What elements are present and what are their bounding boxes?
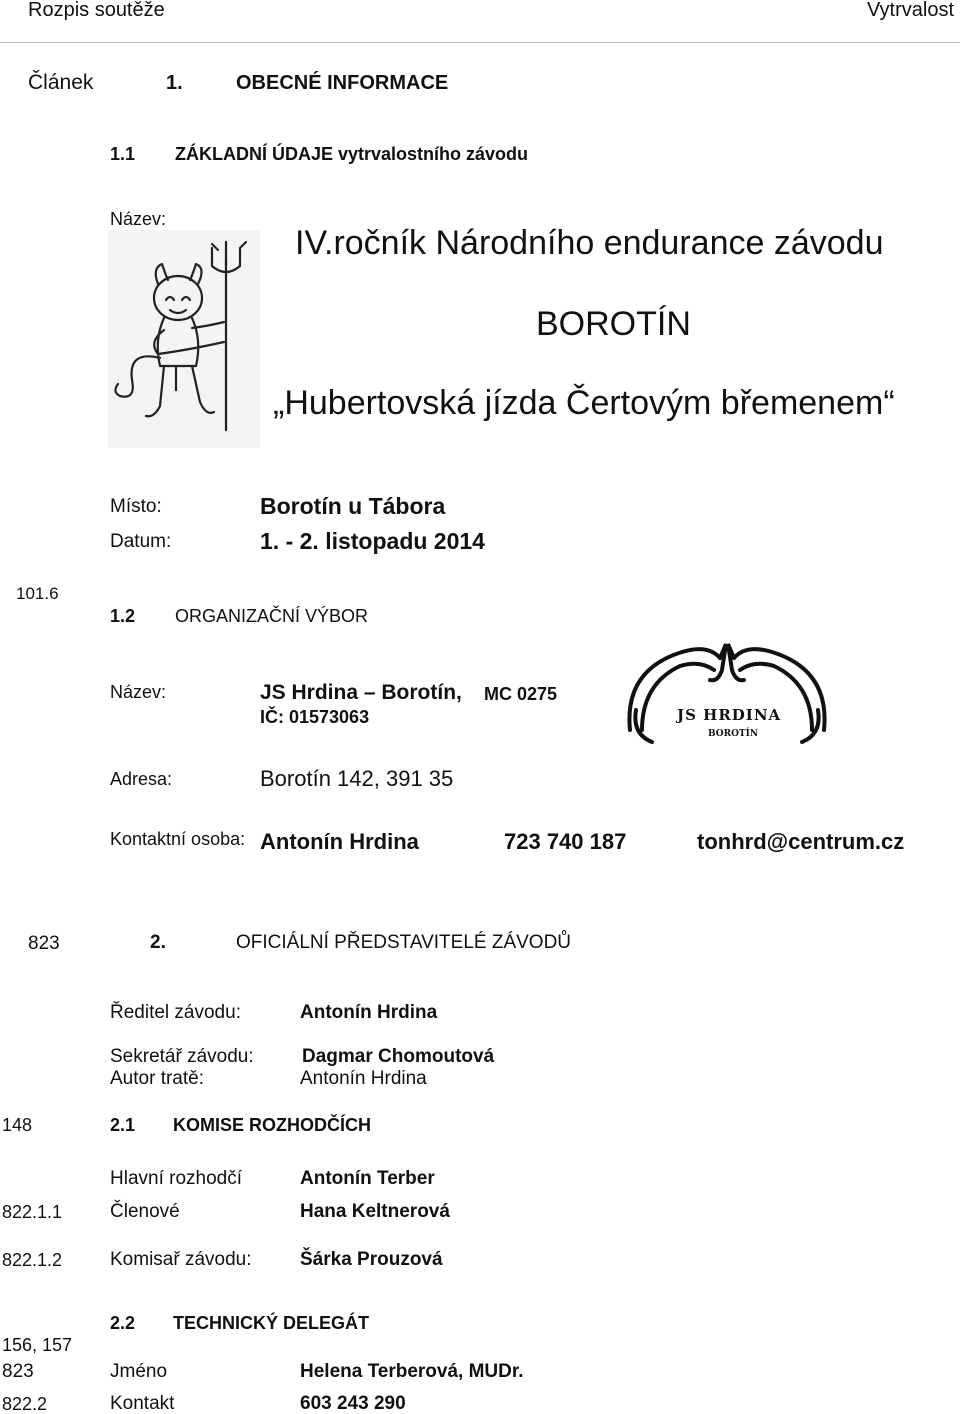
delegate-ref-2: 823	[2, 1361, 34, 1382]
officials-ref: 823	[28, 933, 60, 954]
delegate-name-value: Helena Terberová, MUDr.	[300, 1361, 524, 1382]
place-label: Místo:	[110, 496, 162, 517]
event-title-line3: „Hubertovská jízda Čertovým břemenem“	[273, 384, 895, 422]
org-name: JS Hrdina – Borotín,	[260, 681, 462, 704]
steward-value: Šárka Prouzová	[300, 1249, 443, 1270]
section-number: 1.1	[110, 144, 136, 164]
horse-heads-logo	[622, 630, 832, 752]
delegate-name-label: Jméno	[110, 1361, 168, 1382]
org-mc: MC 0275	[484, 684, 558, 704]
article-label: Článek	[28, 71, 94, 94]
members-value: Hana Keltnerová	[300, 1201, 450, 1222]
date-label: Datum:	[110, 531, 172, 552]
header-divider	[0, 42, 960, 43]
members-ref: 822.1.1	[2, 1202, 63, 1222]
contact-email[interactable]: tonhrd@centrum.cz	[697, 829, 905, 854]
logo-subtext: BOROTÍN	[708, 729, 759, 739]
chief-judge-label: Hlavní rozhodčí	[110, 1168, 243, 1189]
header-right: Vytrvalost	[866, 0, 954, 21]
delegate-ref-1: 156, 157	[2, 1335, 73, 1355]
delegate-ref-3: 822.2	[2, 1394, 48, 1414]
committee-number: 1.2	[110, 606, 136, 626]
delegate-contact-value: 603 243 290	[300, 1393, 406, 1414]
place-value: Borotín u Tábora	[260, 493, 446, 519]
org-name-label: Název:	[110, 682, 167, 702]
section-title: ZÁKLADNÍ ÚDAJE vytrvalostního závodu	[175, 144, 529, 164]
officials-number: 2.	[150, 932, 166, 953]
org-ico: IČ: 01573063	[260, 707, 370, 727]
event-title-line2: BOROTÍN	[536, 305, 691, 343]
contact-label: Kontaktní osoba:	[110, 829, 246, 849]
event-title-line1: IV.ročník Národního endurance závodu	[295, 224, 884, 262]
delegate-contact-label: Kontakt	[110, 1393, 175, 1414]
delegate-title: TECHNICKÝ DELEGÁT	[173, 1313, 370, 1333]
header-left: Rozpis soutěže	[28, 0, 165, 21]
article-number: 1.	[166, 72, 183, 94]
devil-with-pitchfork-icon	[108, 230, 260, 448]
judges-title: KOMISE ROZHODČÍCH	[173, 1115, 371, 1135]
address-label: Adresa:	[110, 769, 173, 789]
steward-ref: 822.1.2	[2, 1250, 63, 1270]
committee-title: ORGANIZAČNÍ VÝBOR	[175, 606, 369, 626]
director-value: Antonín Hrdina	[300, 1002, 438, 1023]
address-value: Borotín 142, 391 35	[260, 766, 454, 791]
event-name-label: Název:	[110, 209, 167, 229]
logo-text: JS HRDINA	[677, 706, 782, 724]
secretary-label: Sekretář závodu:	[110, 1046, 254, 1067]
committee-ref: 101.6	[16, 584, 59, 603]
date-value: 1. - 2. listopadu 2014	[260, 528, 485, 554]
contact-name: Antonín Hrdina	[260, 829, 419, 854]
secretary-value: Dagmar Chomoutová	[302, 1046, 495, 1067]
officials-title: OFICIÁLNÍ PŘEDSTAVITELÉ ZÁVODŮ	[236, 932, 572, 953]
members-label: Členové	[110, 1201, 180, 1222]
steward-label: Komisař závodu:	[110, 1249, 252, 1270]
track-author-label: Autor tratě:	[110, 1068, 204, 1089]
contact-phone: 723 740 187	[504, 829, 627, 854]
chief-judge-value: Antonín Terber	[300, 1168, 435, 1189]
judges-number: 2.1	[110, 1115, 136, 1135]
judges-ref: 148	[2, 1115, 33, 1135]
track-author-value: Antonín Hrdina	[300, 1068, 427, 1089]
article-title: OBECNÉ INFORMACE	[236, 72, 449, 94]
director-label: Ředitel závodu:	[110, 1002, 241, 1023]
delegate-number: 2.2	[110, 1313, 136, 1333]
